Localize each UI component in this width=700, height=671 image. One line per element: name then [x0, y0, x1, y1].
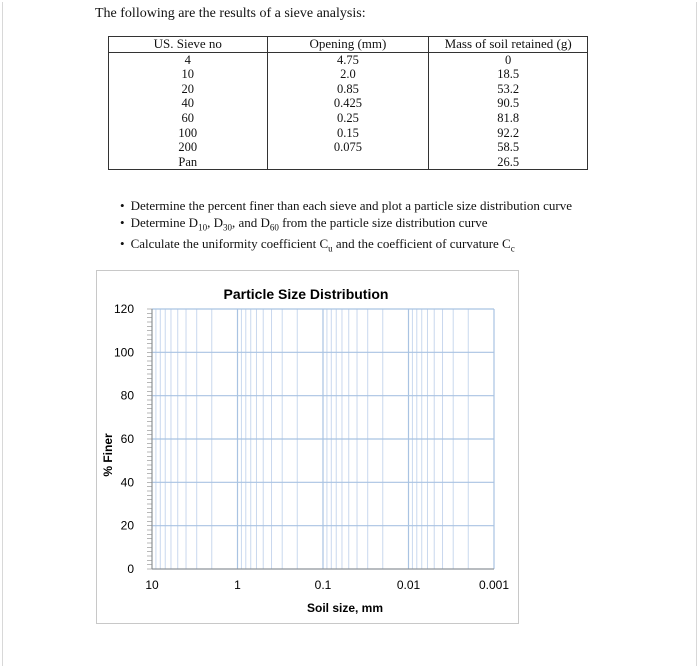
mass-retained-cell: 92.2 — [429, 126, 588, 141]
sieve-no-cell: Pan — [109, 155, 268, 170]
particle-size-chart — [96, 270, 519, 624]
opening-cell: 0.425 — [267, 96, 429, 111]
mass-retained-cell: 81.8 — [429, 111, 588, 126]
opening-cell: 2.0 — [267, 67, 429, 82]
opening-cell: 0.075 — [267, 140, 429, 155]
opening-cell: 0.85 — [267, 82, 429, 97]
sieve-no-cell: 4 — [109, 52, 268, 67]
task-item — [120, 215, 572, 236]
chart-svg — [97, 271, 518, 623]
sieve-no-cell: 200 — [109, 140, 268, 155]
mass-retained-cell: 90.5 — [429, 96, 588, 111]
mass-retained-cell: 53.2 — [429, 82, 588, 97]
mass-retained-cell: 26.5 — [429, 155, 588, 170]
x-tick-label: 0.001 — [478, 578, 510, 592]
table-row — [109, 155, 588, 170]
y-tick-label: 100 — [113, 345, 134, 360]
table-row — [109, 52, 588, 67]
y-tick-label: 80 — [120, 388, 134, 403]
mass-retained-cell: 58.5 — [429, 140, 588, 155]
x-axis-label: Soil size, mm — [306, 601, 384, 615]
y-tick-label: 120 — [113, 302, 134, 316]
mass-retained-cell: 18.5 — [429, 67, 588, 82]
sieve-table — [108, 36, 588, 170]
opening-cell: 4.75 — [267, 52, 429, 67]
mass-retained-cell: 0 — [429, 52, 588, 67]
table-row — [109, 82, 588, 97]
task-item: • Determine the percent finer than each sieve and plot a particle size distribution curve — [120, 198, 572, 215]
header-mass-retained: Mass of soil retained (g) — [429, 37, 588, 53]
y-tick-label: 0 — [127, 562, 134, 576]
x-axis-ticks — [145, 578, 509, 592]
header-sieve-no: US. Sieve no — [109, 37, 268, 53]
x-tick-label: 0.1 — [314, 578, 332, 592]
x-tick-label: 0.01 — [396, 578, 421, 592]
chart-title: Particle Size Distribution — [223, 286, 389, 302]
y-axis-label: % Finer — [101, 433, 115, 477]
table-row — [109, 67, 588, 82]
opening-cell: 0.25 — [267, 111, 429, 126]
sieve-no-cell: 10 — [109, 67, 268, 82]
y-axis-ticks — [114, 302, 152, 576]
y-tick-label: 40 — [120, 475, 134, 490]
table-header-row — [109, 37, 588, 53]
task-coefficients: Calculate the uniformity coefficient $C_u$ and the coefficient of curvature $C_c$ — [130, 235, 515, 254]
x-tick-label: 1 — [234, 578, 241, 592]
task-item — [120, 236, 572, 257]
task-list — [120, 198, 572, 257]
header-opening: Opening (mm) — [267, 37, 429, 53]
y-tick-label: 20 — [120, 518, 134, 533]
table-row — [109, 126, 588, 141]
chart-grid — [152, 309, 494, 569]
x-tick-label: 10 — [145, 578, 159, 592]
table-row — [109, 140, 588, 155]
opening-cell — [267, 155, 429, 170]
y-tick-label: 60 — [120, 432, 134, 446]
table-row — [109, 111, 588, 126]
sieve-no-cell: 40 — [109, 96, 268, 111]
task-d-values: Determine $D_{10}$, $D_{30}$, and $D_{60}$ from the particle size distribution curve — [130, 214, 488, 233]
sieve-no-cell: 100 — [109, 126, 268, 141]
sieve-no-cell: 20 — [109, 82, 268, 97]
table-row — [109, 96, 588, 111]
sieve-no-cell: 60 — [109, 111, 268, 126]
intro-text: The following are the results of a sieve analysis: — [95, 6, 366, 21]
opening-cell: 0.15 — [267, 126, 429, 141]
